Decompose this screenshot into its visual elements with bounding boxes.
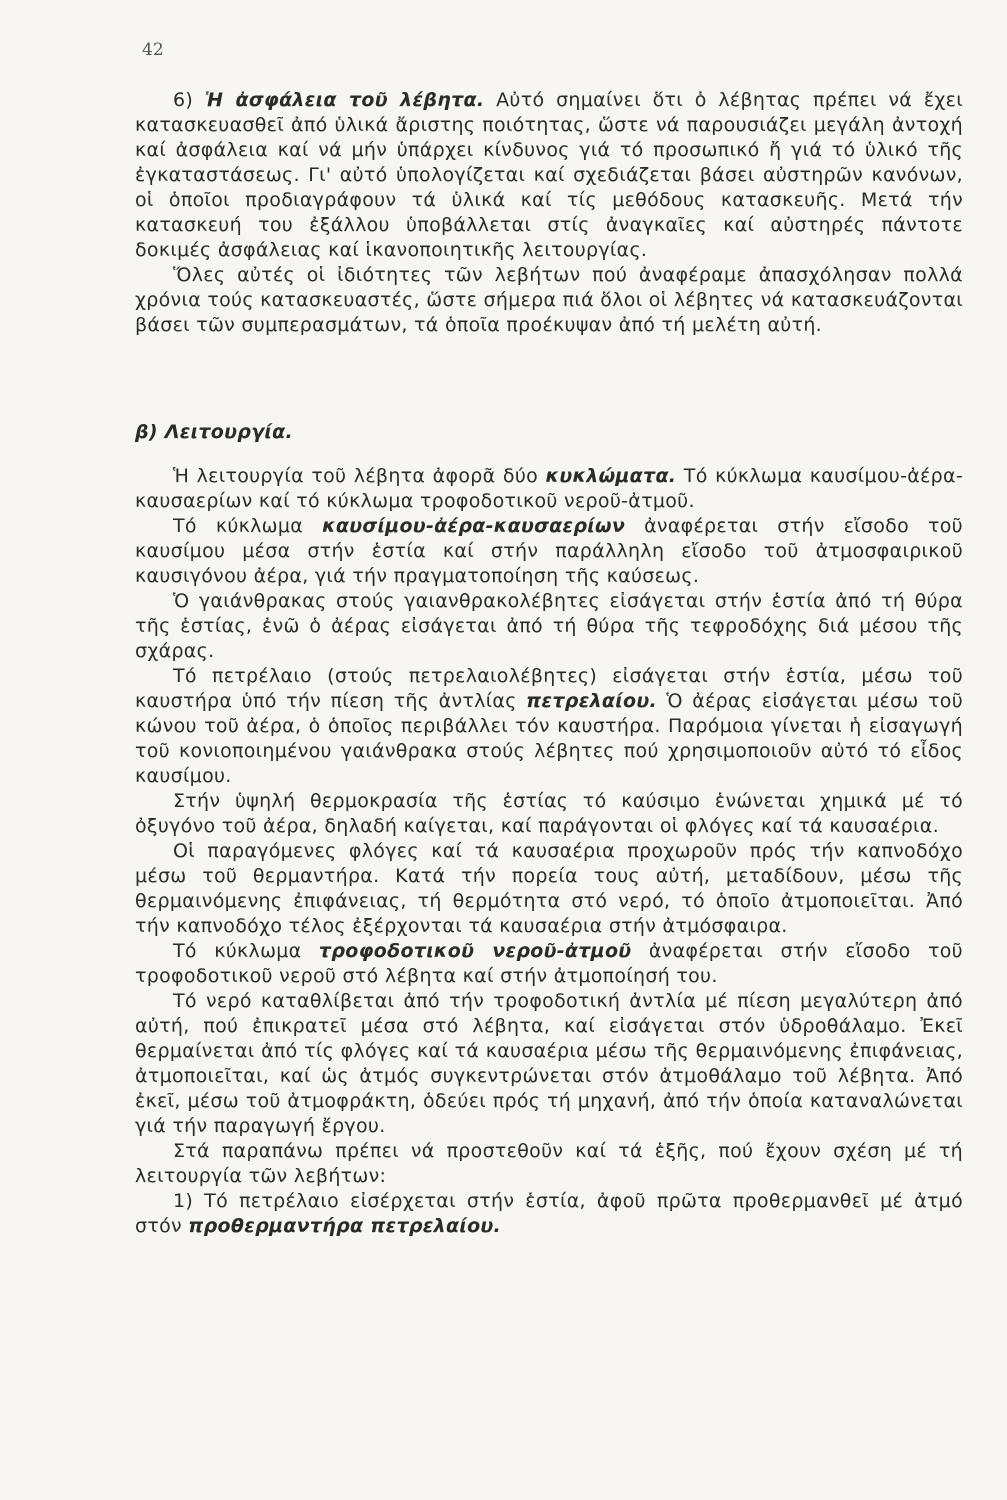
text: Ἡ λειτουργία τοῦ λέβητα ἀφορᾶ δύο bbox=[173, 465, 546, 487]
paragraph: Στήν ὑψηλή θερμοκρασία τῆς ἑστίας τό καύσιμο ἑνώνεται χημικά μέ τό ὀξυγόνο τοῦ ἀέρα, δηλαδή καίγεται, καί παράγονται οἱ φλόγες καί τά καυσαέρια. bbox=[135, 790, 963, 837]
item-title: Ἡ ἀσφάλεια τοῦ λέβητα. bbox=[204, 89, 485, 111]
text: ἀναφέρεται στήν εἴσοδο τοῦ καυσίμου μέσα στήν ἑστία καί στήν παράλληλη εἴσοδο τοῦ ἀτμοσφαιρικοῦ καυσιγόνου ἀέρα, γιά τήν πραγματοποίηση τῆς καύσεως. bbox=[135, 515, 963, 587]
text: Τό κύκλωμα καυσίμου-ἀέρα-καυσαερίων καί τό κύκλωμα τροφοδοτικοῦ νεροῦ-ἀτμοῦ. bbox=[135, 465, 963, 512]
paragraph: Στά παραπάνω πρέπει νά προστεθοῦν καί τά ἑξῆς, πού ἔχουν σχέση μέ τή λειτουργία τῶν λεβήτων: bbox=[135, 1140, 963, 1187]
paragraph-text: Αὐτό σημαίνει ὅτι ὁ λέβητας πρέπει νά ἔχει κατασκευασθεῖ ἀπό ὑλικά ἄριστης ποιότητας, ὥστε νά παρουσιάζει μεγάλη ἀντοχή καί ἀσφάλεια καί νά μήν ὑπάρχει κίνδυνος γιά τό προσωπικό ἤ γιά τό ὑλικό τῆς ἐγκαταστάσεως. Γι' αὐτό ὑπολογίζεται καί σχεδιάζεται βάσει αὐστηρῶν κανόνων, οἱ ὁποῖοι προδιαγράφουν τά ὑλικά καί τίς μεθόδους κατασκευῆς. Μετά τήν κατασκευή του ἐξάλλου ὑποβάλλεται στίς ἀναγκαῖες καί αὐστηρές πάντοτε δοκιμές ἀσφάλειας καί ἱκανοποιητικῆς λειτουργίας. bbox=[135, 89, 963, 261]
list-item bbox=[135, 1189, 963, 1239]
paragraph: Ὅλες αὐτές οἱ ἰδιότητες τῶν λεβήτων πού ἀναφέραμε ἀπασχόλησαν πολλά χρόνια τούς κατασκευαστές, ὥστε σήμερα πιά ὅλοι οἱ λέβητες νά κατασκευάζονται βάσει τῶν συμπερασμάτων, τά ὁποῖα προέκυψαν ἀπό τή μελέτη αὐτή. bbox=[135, 264, 964, 336]
emphasis: καυσίμου-ἀέρα-καυσαερίων bbox=[322, 515, 626, 537]
section-heading: β) Λειτουργία. bbox=[135, 421, 294, 443]
text: Τό κύκλωμα bbox=[173, 940, 319, 962]
text: Τό κύκλωμα bbox=[173, 515, 323, 537]
paragraph: Τό νερό καταθλίβεται ἀπό τήν τροφοδοτική ἀντλία μέ πίεση μεγαλύτερη ἀπό αὐτή, πού ἐπικρατεῖ μέσα στό λέβητα, καί εἰσάγεται στόν ὑδροθάλαμο. Ἐκεῖ θερμαίνεται ἀπό τίς φλόγες καί τά καυσαέρια μέσω τῆς θερμαινόμενης ἐπιφάνειας, ἀτμοποιεῖται, καί ὡς ἀτμός συγκεντρώνεται στόν ἀτμοθάλαμο τοῦ λέβητα. Ἀπό ἐκεῖ, μέσω τοῦ ἀτμοφράκτη, ὁδεύει πρός τή μηχανή, ἀπό τήν ὁποία καταναλώνεται γιά τήν παραγωγή ἔργου. bbox=[135, 990, 963, 1137]
emphasis: τροφοδοτικοῦ νεροῦ-ἀτμοῦ bbox=[318, 940, 632, 962]
text: Τό πετρέλαιο (στούς πετρελαιολέβητες) εἰσάγεται στήν ἑστία, μέσω τοῦ καυστήρα ὑπό τήν πίεση τῆς ἀντλίας bbox=[135, 665, 963, 712]
paragraph: Οἱ παραγόμενες φλόγες καί τά καυσαέρια προχωροῦν πρός τήν καπνοδόχο μέσω τοῦ θερμαντήρα. Κατά τήν πορεία τους αὐτή, μεταδίδουν, μέσω τῆς θερμαινόμενης ἐπιφάνειας, τή θερμότητα στό νερό, τό ὁποῖο ἀτμοποιεῖται. Ἀπό τήν καπνοδόχο τέλος ἐξέρχονται τά καυσαέρια στήν ἀτμόσφαιρα. bbox=[135, 840, 963, 937]
paragraph bbox=[135, 464, 963, 514]
text: 1) Τό πετρέλαιο εἰσέρχεται στήν ἑστία, ἀφοῦ πρῶτα προθερμανθεῖ μέ ἀτμό στόν bbox=[135, 1190, 963, 1237]
paragraph: Ὁ γαιάνθρακας στούς γαιανθρακολέβητες εἰσάγεται στήν ἑστία ἀπό τή θύρα τῆς ἑστίας, ἐνῶ ὁ ἀέρας εἰσάγεται ἀπό τή θύρα τῆς τεφροδόχης διά μέσου τῆς σχάρας. bbox=[135, 590, 963, 662]
text: ἀναφέρεται στήν εἴσοδο τοῦ τροφοδοτικοῦ νεροῦ στό λέβητα καί στήν ἀτμοποίησή του. bbox=[135, 940, 963, 987]
paragraph bbox=[135, 939, 963, 989]
page-number: 42 bbox=[142, 40, 164, 60]
paragraph bbox=[135, 664, 963, 789]
emphasis: προθερμαντήρα πετρελαίου. bbox=[188, 1215, 502, 1237]
paragraph bbox=[135, 514, 963, 589]
item-number: 6) bbox=[173, 89, 205, 111]
text: Ὁ ἀέρας εἰσάγεται μέσω τοῦ κώνου τοῦ ἀέρα, ὁ ὁποῖος περιβάλλει τόν καυστήρα. Παρόμοια γίνεται ἡ εἰσαγωγή τοῦ κονιοποιημένου γαιάνθρακα στούς λέβητες πού χρησιμοποιοῦν αὐτό τό εἶδος καυσίμου. bbox=[135, 690, 964, 787]
emphasis: κυκλώματα. bbox=[545, 465, 677, 487]
section-a bbox=[135, 88, 963, 1239]
paragraph-boiler-safety bbox=[135, 88, 963, 263]
emphasis: πετρελαίου. bbox=[526, 690, 657, 712]
